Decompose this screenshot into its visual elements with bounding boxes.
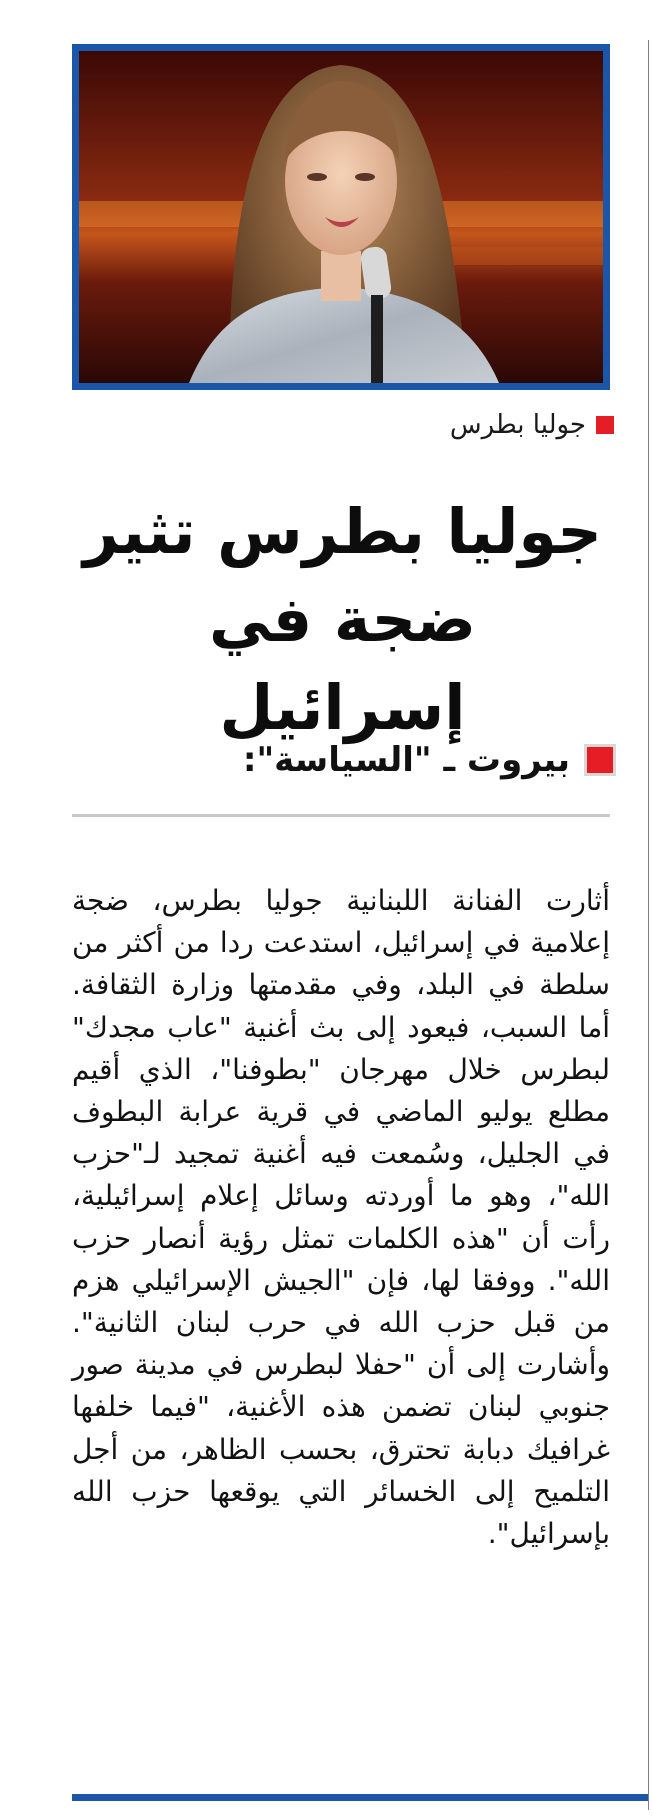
bottom-rule <box>72 1794 648 1801</box>
divider <box>72 814 610 817</box>
dateline <box>243 740 616 780</box>
column-rule <box>648 40 649 1810</box>
dateline-bullet-icon <box>584 744 616 776</box>
article-body: أثارت الفنانة اللبنانية جوليا بطرس، ضجة إعلامية في إسرائيل، استدعت ردا من أكثر من سلطة في البلد، وفي مقدمتها وزارة الثقافة. أما السبب، فيعود إلى بث أغنية "عاب مجدك" لبطرس خلال مهرجان "بطوفنا"، الذي أقيم مطلع يوليو الماضي في قرية عرابة البطوف في الجليل، وسُمعت فيه أغنية تمجيد لـ"حزب الله"، وهو ما أوردته وسائل إعلام إسرائيلية، رأت أن "هذه الكلمات تمثل رؤية أنصار حزب الله". ووفقا لها، فإن "الجيش الإسرائيلي هزم من قبل حزب الله في حرب لبنان الثانية". وأشارت إلى أن "حفلا لبطرس في مدينة صور جنوبي لبنان تضمن هذه الأغنية، "فيما خلفها غرافيك دبابة تحترق، بحسب الظاهر، من أجل التلميح إلى الخسائر التي يوقعها حزب الله بإسرائيل". <box>72 884 610 1551</box>
caption-bullet-icon <box>596 416 614 434</box>
photo-caption-text: جوليا بطرس <box>449 410 586 440</box>
photo-caption <box>450 408 614 442</box>
singer-photo-illustration <box>79 51 603 383</box>
dateline-text: بيروت ـ "السياسة": <box>242 740 570 780</box>
headline: جوليا بطرس تثير ضجة في إسرائيل <box>83 495 602 744</box>
article-photo <box>72 44 610 390</box>
